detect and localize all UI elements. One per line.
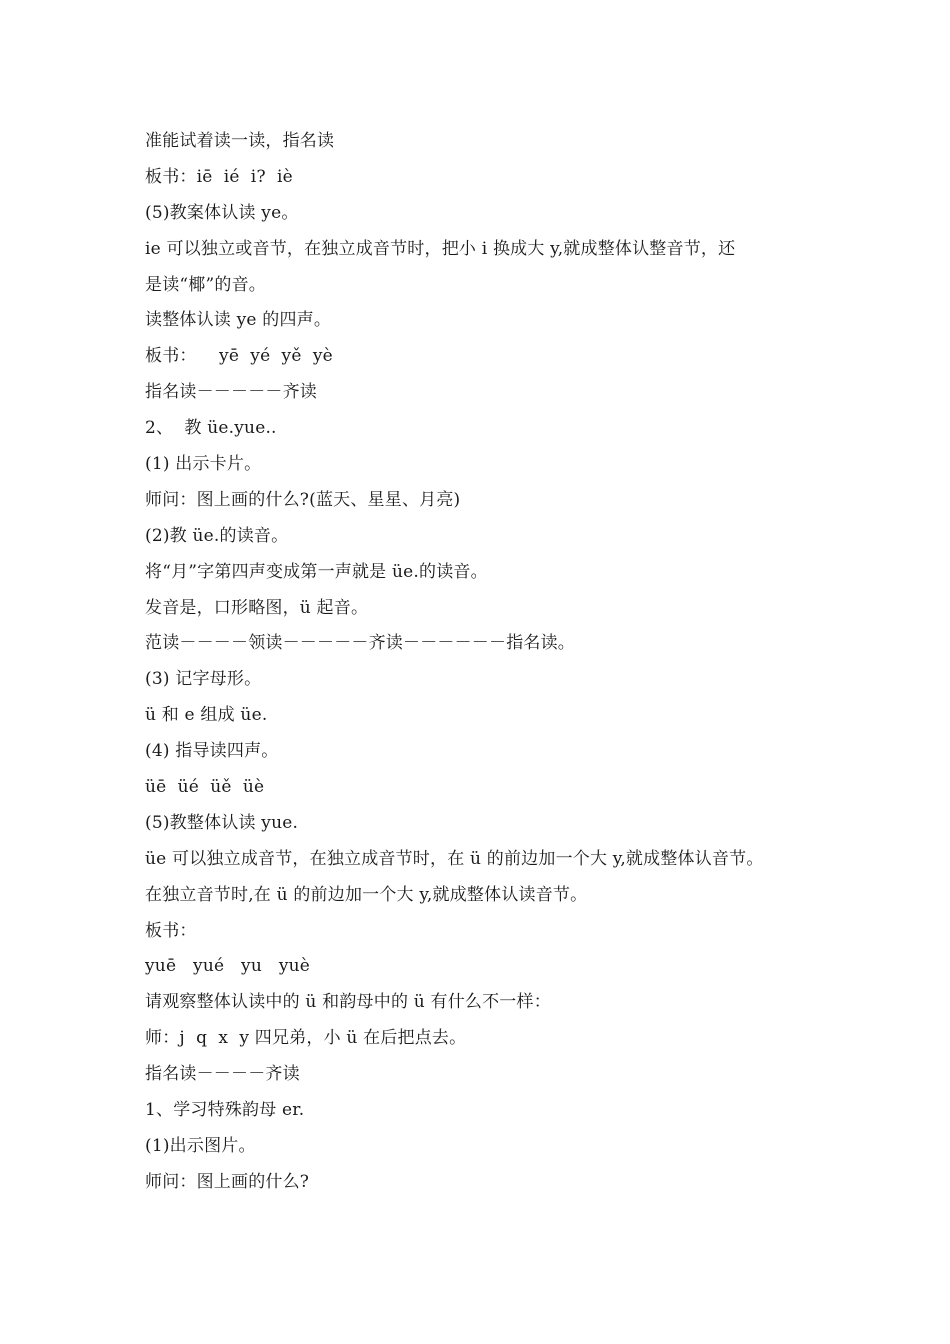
text-line: (2)教 üe.的读音。 <box>145 525 289 546</box>
text-line: 板书：iē ié i? iè <box>145 166 293 187</box>
text-line: (4) 指导读四声。 <box>145 741 279 762</box>
text-line: 在独立音节时,在 ü 的前边加一个大 y,就成整体认读音节。 <box>145 884 588 905</box>
text-line: üē üé üě üè <box>145 777 265 798</box>
text-line: 师：j q x y 四兄弟，小 ü 在后把点去。 <box>145 1028 467 1049</box>
document-body <box>145 124 825 1201</box>
text-line: 1、学习特殊韵母 er. <box>145 1100 305 1121</box>
text-line: üe 可以独立成音节，在独立成音节时，在 ü 的前边加一个大 y,就成整体认音节。 <box>145 848 764 869</box>
text-line: 准能试着读一读，指名读 <box>145 131 335 151</box>
text-line: 读整体认读 ye 的四声。 <box>145 310 332 331</box>
text-line: (5)教案体认读 ye。 <box>145 202 299 223</box>
text-line: yuē yué yu yuè <box>145 956 311 977</box>
text-line: 师问：图上画的什么?(蓝天、星星、月亮) <box>145 489 461 510</box>
text-line: 师问：图上画的什么? <box>145 1171 310 1192</box>
text-line: (1) 出示卡片。 <box>145 454 262 475</box>
text-line: 指名读－－－－－齐读 <box>145 382 317 403</box>
text-line: (1)出示图片。 <box>145 1135 256 1156</box>
text-line: 发音是，口形略图，ü 起音。 <box>145 597 369 618</box>
text-line: ie 可以独立或音节，在独立成音节时，把小 i 换成大 y,就成整体认整音节，还 <box>145 238 736 259</box>
text-line: 请观察整体认读中的 ü 和韵母中的 ü 有什么不一样： <box>145 992 551 1013</box>
text-line: 板书： <box>145 920 197 941</box>
text-line: 板书： yē yé yě yè <box>145 346 333 367</box>
text-line: 将“月”字第四声变成第一声就是 üe.的读音。 <box>145 561 488 582</box>
text-line: 指名读－－－－齐读 <box>145 1064 300 1085</box>
text-line: 2、 教 üe.yue.. <box>145 418 277 439</box>
text-line: (3) 记字母形。 <box>145 669 262 690</box>
text-line: (5)教整体认读 yue. <box>145 812 299 833</box>
text-line: ü 和 e 组成 üe. <box>145 705 268 726</box>
text-line: 是读“椰”的音。 <box>145 274 266 295</box>
text-line: 范读－－－－领读－－－－－齐读－－－－－－指名读。 <box>145 633 575 654</box>
